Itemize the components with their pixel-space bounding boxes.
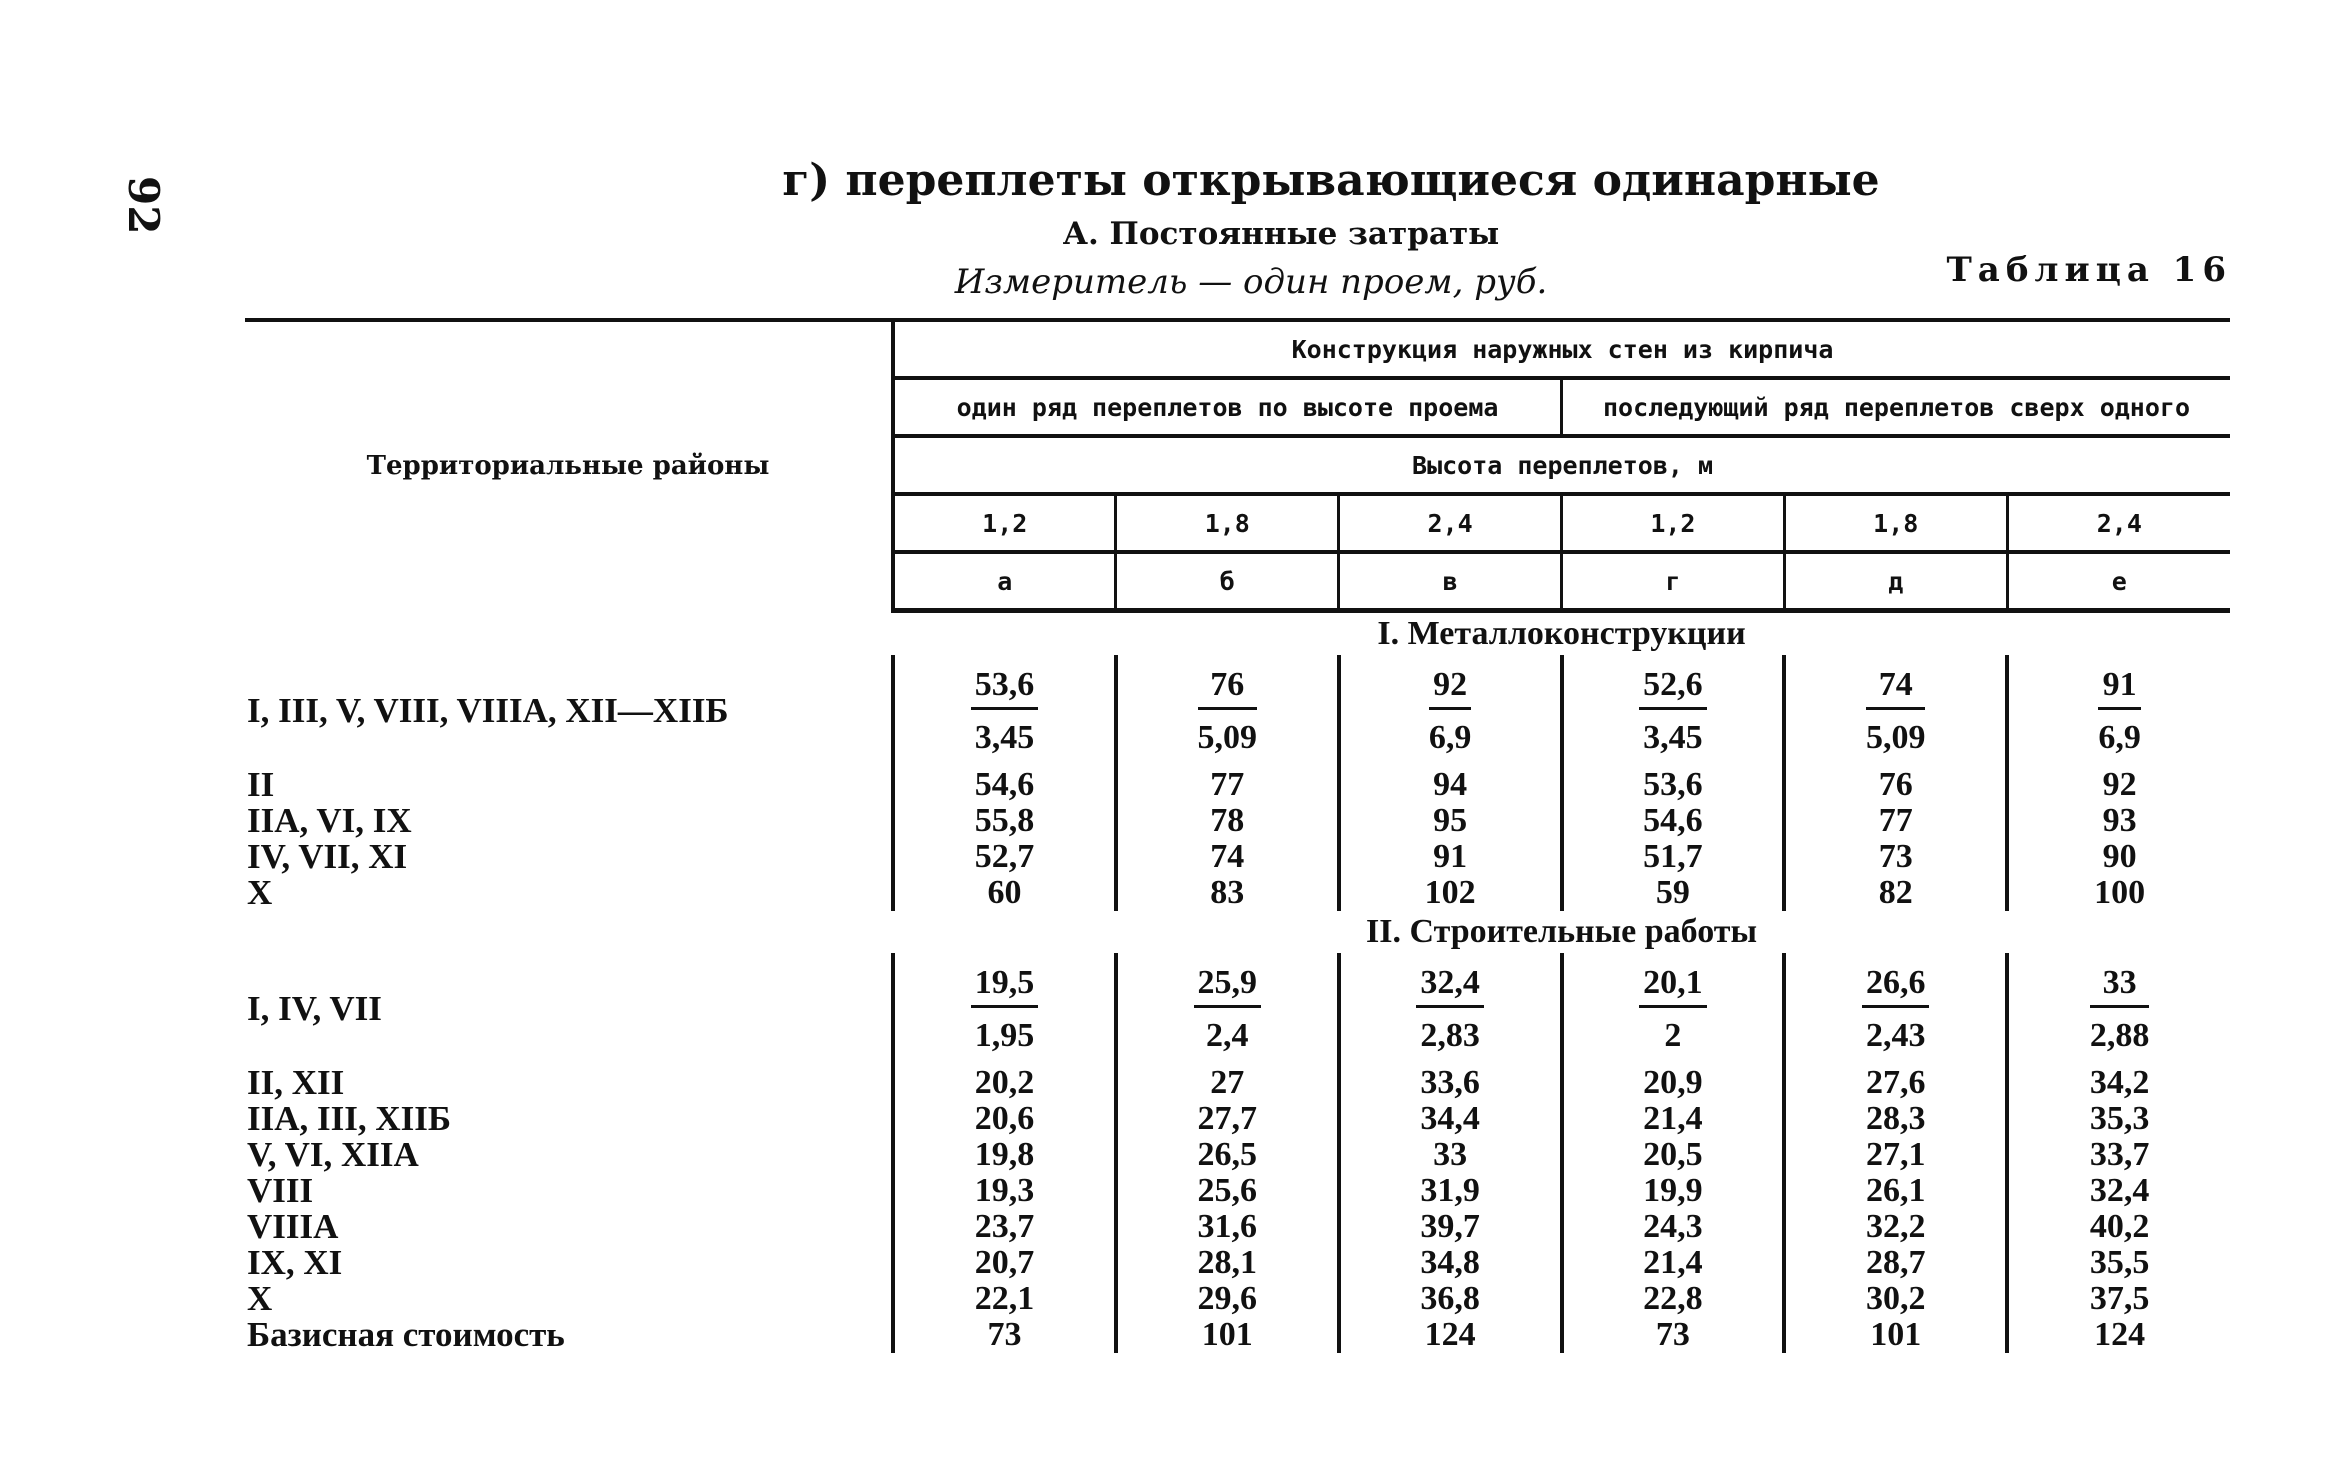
header-letter-2: в: [1339, 552, 1562, 611]
value-cell: 73: [1784, 839, 2007, 875]
value-cell: 25,6: [1116, 1173, 1339, 1209]
header-region: Территориальные районы: [245, 320, 893, 611]
page-number: 92: [119, 176, 168, 235]
section-row: [245, 911, 2230, 953]
header-height-4: 1,8: [1784, 494, 2007, 552]
header-letter-4: д: [1784, 552, 2007, 611]
table-row-fraction: [245, 655, 2230, 767]
fraction: [1194, 965, 1262, 1054]
fraction-numerator: 53,6: [971, 667, 1039, 710]
fraction-cell: [1339, 953, 1562, 1065]
value-cell: 28,1: [1116, 1245, 1339, 1281]
header-height-label: Высота переплетов, м: [893, 436, 2230, 494]
table-row: [245, 1101, 2230, 1137]
fraction: [1866, 667, 1926, 756]
table-row: [245, 1137, 2230, 1173]
value-cell: 102: [1339, 875, 1562, 911]
page-title: г) переплеты открывающиеся одинарные: [782, 155, 1880, 206]
value-cell: 34,2: [2007, 1065, 2230, 1101]
fraction: [1429, 667, 1472, 756]
table-header: [245, 320, 2230, 611]
header-height-2: 2,4: [1339, 494, 1562, 552]
value-cell: 20,6: [893, 1101, 1116, 1137]
fraction-numerator: 74: [1866, 667, 1926, 710]
value-cell: 23,7: [893, 1209, 1116, 1245]
fraction: [1639, 667, 1707, 756]
value-cell: 36,8: [1339, 1281, 1562, 1317]
value-cell: 73: [1562, 1317, 1785, 1353]
value-cell: 24,3: [1562, 1209, 1785, 1245]
value-cell: 59: [1562, 875, 1785, 911]
fraction-cell: [893, 655, 1116, 767]
value-cell: 20,2: [893, 1065, 1116, 1101]
fraction-numerator: 33: [2090, 965, 2150, 1008]
table-body: [245, 611, 2230, 1354]
value-cell: 83: [1116, 875, 1339, 911]
value-cell: 101: [1784, 1317, 2007, 1353]
value-cell: 20,5: [1562, 1137, 1785, 1173]
fraction: [1639, 965, 1707, 1054]
table-row: [245, 767, 2230, 803]
value-cell: 35,5: [2007, 1245, 2230, 1281]
section-spacer: [245, 911, 893, 953]
header-height-3: 1,2: [1562, 494, 1785, 552]
value-cell: 39,7: [1339, 1209, 1562, 1245]
fraction-cell: [2007, 953, 2230, 1065]
fraction-cell: [1562, 655, 1785, 767]
fraction-numerator: 92: [1429, 667, 1472, 710]
fraction-cell: [1784, 953, 2007, 1065]
value-cell: 91: [1339, 839, 1562, 875]
section-row: [245, 611, 2230, 656]
fraction-denominator: 3,45: [974, 718, 1035, 756]
row-region: IX, XI: [247, 1243, 343, 1282]
fraction: [971, 965, 1039, 1054]
fraction-numerator: 25,9: [1194, 965, 1262, 1008]
value-cell: 27,1: [1784, 1137, 2007, 1173]
fraction-cell: [1339, 655, 1562, 767]
value-cell: 94: [1339, 767, 1562, 803]
header-letter-5: е: [2007, 552, 2230, 611]
fraction-numerator: 19,5: [971, 965, 1039, 1008]
value-cell: 27: [1116, 1065, 1339, 1101]
value-cell: 34,8: [1339, 1245, 1562, 1281]
fraction-denominator: 2,43: [1865, 1016, 1926, 1054]
fraction: [2098, 667, 2141, 756]
fraction-numerator: 76: [1198, 667, 1258, 710]
value-cell: 27,7: [1116, 1101, 1339, 1137]
value-cell: 21,4: [1562, 1101, 1785, 1137]
value-cell: 101: [1116, 1317, 1339, 1353]
row-region: V, VI, XIIA: [247, 1135, 419, 1174]
value-cell: 35,3: [2007, 1101, 2230, 1137]
table-row: [245, 1281, 2230, 1317]
fraction-cell: [2007, 655, 2230, 767]
value-cell: 82: [1784, 875, 2007, 911]
value-cell: 73: [893, 1317, 1116, 1353]
fraction-denominator: 6,9: [1428, 718, 1472, 756]
row-region: I, IV, VII: [247, 989, 382, 1028]
value-cell: 54,6: [893, 767, 1116, 803]
row-region: VIIIA: [247, 1207, 339, 1246]
header-height-0: 1,2: [893, 494, 1116, 552]
value-cell: 31,6: [1116, 1209, 1339, 1245]
row-region: Базисная стоимость: [247, 1315, 565, 1354]
value-cell: 78: [1116, 803, 1339, 839]
value-cell: 27,6: [1784, 1065, 2007, 1101]
row-region: IIA, III, XIIБ: [247, 1099, 452, 1138]
value-cell: 53,6: [1562, 767, 1785, 803]
header-letter-1: б: [1116, 552, 1339, 611]
section-title: I. Металлоконструкции: [1377, 615, 1746, 652]
fraction-denominator: 2,83: [1420, 1016, 1480, 1054]
value-cell: 40,2: [2007, 1209, 2230, 1245]
row-region: IIA, VI, IX: [247, 801, 412, 840]
row-region: X: [247, 1279, 273, 1318]
fraction: [971, 667, 1039, 756]
fraction-numerator: 20,1: [1639, 965, 1707, 1008]
fraction-denominator: 5,09: [1197, 718, 1258, 756]
value-cell: 124: [2007, 1317, 2230, 1353]
value-cell: 19,3: [893, 1173, 1116, 1209]
header-height-1: 1,8: [1116, 494, 1339, 552]
value-cell: 19,9: [1562, 1173, 1785, 1209]
value-cell: 32,4: [2007, 1173, 2230, 1209]
fraction-denominator: 5,09: [1865, 718, 1926, 756]
value-cell: 32,2: [1784, 1209, 2007, 1245]
value-cell: 76: [1784, 767, 2007, 803]
fraction-cell: [1116, 655, 1339, 767]
value-cell: 52,7: [893, 839, 1116, 875]
value-cell: 26,5: [1116, 1137, 1339, 1173]
header-group-one: один ряд переплетов по высоте проема: [893, 378, 1561, 436]
table-label: Таблица 16: [1946, 250, 2232, 290]
fraction-denominator: 3,45: [1643, 718, 1703, 756]
header-height-5: 2,4: [2007, 494, 2230, 552]
cost-table: [245, 318, 2230, 1353]
row-region: X: [247, 873, 273, 912]
value-cell: 30,2: [1784, 1281, 2007, 1317]
value-cell: 92: [2007, 767, 2230, 803]
value-cell: 93: [2007, 803, 2230, 839]
fraction: [1416, 965, 1484, 1054]
value-cell: 37,5: [2007, 1281, 2230, 1317]
fraction: [2090, 965, 2150, 1054]
table-row: [245, 839, 2230, 875]
table-row: [245, 1245, 2230, 1281]
value-cell: 29,6: [1116, 1281, 1339, 1317]
value-cell: 19,8: [893, 1137, 1116, 1173]
row-region: II, XII: [247, 1063, 345, 1102]
value-cell: 77: [1784, 803, 2007, 839]
value-cell: 31,9: [1339, 1173, 1562, 1209]
header-letter-3: г: [1562, 552, 1785, 611]
value-cell: 21,4: [1562, 1245, 1785, 1281]
value-cell: 124: [1339, 1317, 1562, 1353]
fraction-denominator: 6,9: [2098, 718, 2141, 756]
value-cell: 20,9: [1562, 1065, 1785, 1101]
row-region: IV, VII, XI: [247, 837, 408, 876]
value-cell: 54,6: [1562, 803, 1785, 839]
row-region: I, III, V, VIII, VIIIA, XII—XIIБ: [247, 691, 729, 730]
page-subtitle: А. Постоянные затраты: [1062, 216, 1500, 252]
fraction-cell: [1562, 953, 1785, 1065]
fraction-denominator: 1,95: [974, 1016, 1035, 1054]
value-cell: 33: [1339, 1137, 1562, 1173]
value-cell: 22,1: [893, 1281, 1116, 1317]
value-cell: 33,7: [2007, 1137, 2230, 1173]
value-cell: 55,8: [893, 803, 1116, 839]
fraction: [1198, 667, 1258, 756]
fraction-numerator: 52,6: [1639, 667, 1707, 710]
fraction-cell: [1116, 953, 1339, 1065]
value-cell: 34,4: [1339, 1101, 1562, 1137]
value-cell: 26,1: [1784, 1173, 2007, 1209]
value-cell: 33,6: [1339, 1065, 1562, 1101]
table-row: [245, 875, 2230, 911]
value-cell: 90: [2007, 839, 2230, 875]
value-cell: 28,7: [1784, 1245, 2007, 1281]
fraction-cell: [893, 953, 1116, 1065]
fraction-numerator: 91: [2098, 667, 2141, 710]
value-cell: 100: [2007, 875, 2230, 911]
value-cell: 77: [1116, 767, 1339, 803]
value-cell: 28,3: [1784, 1101, 2007, 1137]
measure-unit: Измеритель — один проем, руб.: [954, 262, 1548, 302]
value-cell: 20,7: [893, 1245, 1116, 1281]
table-row: [245, 1065, 2230, 1101]
section-spacer: [245, 611, 893, 656]
fraction-numerator: 32,4: [1416, 965, 1484, 1008]
table-row: [245, 1209, 2230, 1245]
fraction-denominator: 2,88: [2089, 1016, 2150, 1054]
fraction-cell: [1784, 655, 2007, 767]
fraction: [1862, 965, 1930, 1054]
header-construction: Конструкция наружных стен из кирпича: [893, 320, 2230, 378]
row-region: II: [247, 765, 275, 804]
header-group-two: последующий ряд переплетов сверх одного: [1562, 378, 2231, 436]
table-row-fraction: [245, 953, 2230, 1065]
value-cell: 51,7: [1562, 839, 1785, 875]
fraction-numerator: 26,6: [1862, 965, 1930, 1008]
row-region: VIII: [247, 1171, 314, 1210]
fraction-denominator: 2,4: [1206, 1016, 1249, 1054]
fraction-denominator: 2: [1664, 1016, 1682, 1054]
value-cell: 22,8: [1562, 1281, 1785, 1317]
section-title: II. Строительные работы: [1366, 913, 1758, 950]
table-row: [245, 1317, 2230, 1353]
value-cell: 95: [1339, 803, 1562, 839]
value-cell: 60: [893, 875, 1116, 911]
header-letter-0: а: [893, 552, 1116, 611]
value-cell: 74: [1116, 839, 1339, 875]
table-row: [245, 803, 2230, 839]
table-row: [245, 1173, 2230, 1209]
